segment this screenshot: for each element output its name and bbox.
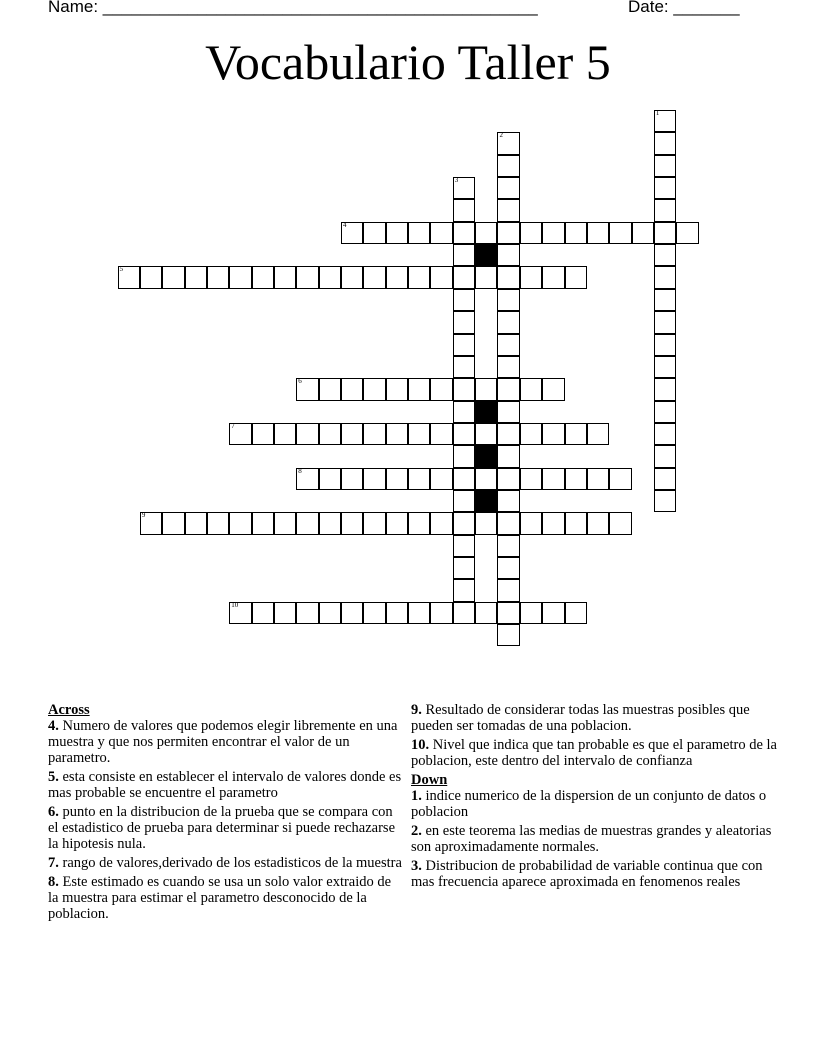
clue-number: 8. bbox=[48, 874, 59, 890]
clue-number: 1. bbox=[411, 788, 422, 804]
crossword-cell[interactable] bbox=[654, 222, 676, 244]
clue-number: 2. bbox=[411, 823, 422, 839]
crossword-cell[interactable] bbox=[363, 512, 385, 534]
black-cell bbox=[475, 445, 497, 467]
clue-text: Resultado de considerar todas las muestras posibles que pueden ser tomadas de una poblacion. bbox=[411, 702, 750, 734]
crossword-cell[interactable] bbox=[587, 512, 609, 534]
crossword-cell[interactable] bbox=[274, 602, 296, 624]
crossword-cell[interactable] bbox=[587, 222, 609, 244]
crossword-cell[interactable] bbox=[453, 244, 475, 266]
crossword-cell[interactable] bbox=[587, 468, 609, 490]
clues-right-column bbox=[411, 702, 781, 893]
crossword-cell[interactable] bbox=[654, 155, 676, 177]
clue-number: 7. bbox=[48, 855, 59, 871]
clue-across-6 bbox=[48, 804, 403, 852]
crossword-cell[interactable] bbox=[408, 222, 430, 244]
crossword-cell[interactable] bbox=[609, 222, 631, 244]
crossword-cell[interactable] bbox=[520, 266, 542, 288]
crossword-cell[interactable] bbox=[475, 468, 497, 490]
crossword-cell[interactable] bbox=[453, 356, 475, 378]
crossword-cell[interactable] bbox=[565, 266, 587, 288]
crossword-cell[interactable] bbox=[319, 266, 341, 288]
crossword-cell[interactable] bbox=[386, 468, 408, 490]
crossword-cell[interactable] bbox=[654, 132, 676, 154]
crossword-cell[interactable] bbox=[609, 512, 631, 534]
crossword-cell[interactable] bbox=[654, 423, 676, 445]
crossword-cell[interactable] bbox=[430, 266, 452, 288]
crossword-cell[interactable] bbox=[497, 132, 519, 154]
clue-across-8 bbox=[48, 874, 403, 922]
clue-across-10 bbox=[411, 737, 781, 769]
clue-across-5 bbox=[48, 769, 403, 801]
clue-text: Nivel que indica que tan probable es que el parametro de la poblacion, este dentro del intervalo de confianza bbox=[411, 737, 777, 769]
crossword-cell[interactable] bbox=[453, 579, 475, 601]
crossword-cell[interactable] bbox=[453, 490, 475, 512]
crossword-cell[interactable] bbox=[453, 445, 475, 467]
crossword-cell[interactable] bbox=[363, 602, 385, 624]
crossword-cell[interactable] bbox=[453, 401, 475, 423]
crossword-cell[interactable] bbox=[632, 222, 654, 244]
crossword-cell[interactable] bbox=[319, 423, 341, 445]
crossword-cell[interactable] bbox=[341, 266, 363, 288]
crossword-cell[interactable] bbox=[609, 468, 631, 490]
crossword-cell[interactable] bbox=[185, 512, 207, 534]
crossword-cell[interactable] bbox=[319, 602, 341, 624]
crossword-cell[interactable] bbox=[408, 266, 430, 288]
crossword-cell[interactable] bbox=[654, 445, 676, 467]
clues-left-column bbox=[48, 702, 403, 925]
crossword-cell[interactable] bbox=[140, 266, 162, 288]
crossword-cell[interactable] bbox=[296, 266, 318, 288]
cell-number: 6 bbox=[298, 377, 302, 386]
crossword-cell[interactable] bbox=[654, 356, 676, 378]
crossword-cell[interactable] bbox=[453, 557, 475, 579]
crossword-cell[interactable] bbox=[341, 222, 363, 244]
cell-number: 3 bbox=[454, 176, 459, 185]
clue-down-3 bbox=[411, 858, 781, 890]
crossword-cell[interactable] bbox=[497, 624, 519, 646]
crossword-cell[interactable] bbox=[229, 266, 251, 288]
crossword-cell[interactable] bbox=[453, 266, 475, 288]
crossword-cell[interactable] bbox=[319, 512, 341, 534]
cell-number: 4 bbox=[343, 220, 347, 229]
crossword-cell[interactable] bbox=[520, 222, 542, 244]
crossword-cell[interactable] bbox=[497, 423, 519, 445]
across-heading: Across bbox=[48, 702, 90, 718]
crossword-cell[interactable] bbox=[565, 602, 587, 624]
crossword-cell[interactable] bbox=[386, 266, 408, 288]
crossword-cell[interactable] bbox=[497, 177, 519, 199]
crossword-cell[interactable] bbox=[319, 378, 341, 400]
crossword-cell[interactable] bbox=[319, 468, 341, 490]
crossword-cell[interactable] bbox=[296, 468, 318, 490]
down-heading: Down bbox=[411, 772, 448, 788]
crossword-cell[interactable] bbox=[430, 468, 452, 490]
crossword-cell[interactable] bbox=[408, 468, 430, 490]
crossword-cell[interactable] bbox=[475, 512, 497, 534]
clue-text: rango de valores,derivado de los estadisticos de la muestra bbox=[62, 855, 402, 871]
crossword-cell[interactable] bbox=[497, 356, 519, 378]
crossword-cell[interactable] bbox=[542, 266, 564, 288]
crossword-cell[interactable] bbox=[497, 222, 519, 244]
crossword-cell[interactable] bbox=[363, 378, 385, 400]
crossword-cell[interactable] bbox=[162, 266, 184, 288]
clue-number: 6. bbox=[48, 804, 59, 820]
crossword-cell[interactable] bbox=[654, 244, 676, 266]
crossword-cell[interactable] bbox=[520, 378, 542, 400]
crossword-cell[interactable] bbox=[542, 423, 564, 445]
crossword-cell[interactable] bbox=[542, 512, 564, 534]
crossword-cell[interactable] bbox=[654, 311, 676, 333]
crossword-cell[interactable] bbox=[542, 468, 564, 490]
crossword-cell[interactable] bbox=[430, 378, 452, 400]
clue-across-9 bbox=[411, 702, 781, 734]
crossword-cell[interactable] bbox=[475, 222, 497, 244]
crossword-cell[interactable] bbox=[475, 602, 497, 624]
clue-down-2 bbox=[411, 823, 781, 855]
cell-number: 5 bbox=[119, 265, 123, 274]
crossword-cell[interactable] bbox=[453, 289, 475, 311]
crossword-cell[interactable] bbox=[453, 423, 475, 445]
crossword-cell[interactable] bbox=[497, 535, 519, 557]
clue-down-1 bbox=[411, 788, 781, 820]
clue-across-4 bbox=[48, 718, 403, 766]
crossword-cell[interactable] bbox=[296, 378, 318, 400]
crossword-cell[interactable] bbox=[363, 266, 385, 288]
cell-number: 2 bbox=[499, 131, 503, 140]
crossword-cell[interactable] bbox=[520, 512, 542, 534]
crossword-cell[interactable] bbox=[565, 423, 587, 445]
crossword-cell[interactable] bbox=[229, 423, 251, 445]
clue-text: Distribucion de probabilidad de variable continua que con mas frecuencia aparece aproximada en fenomenos reales bbox=[411, 858, 763, 890]
date-line: Date: _______ bbox=[628, 0, 740, 16]
crossword-cell[interactable] bbox=[542, 222, 564, 244]
crossword-cell[interactable] bbox=[654, 177, 676, 199]
crossword-cell[interactable] bbox=[185, 266, 207, 288]
crossword-cell[interactable] bbox=[654, 334, 676, 356]
crossword-cell[interactable] bbox=[453, 535, 475, 557]
crossword-cell[interactable] bbox=[341, 423, 363, 445]
crossword-cell[interactable] bbox=[676, 222, 698, 244]
crossword-cell[interactable] bbox=[296, 423, 318, 445]
crossword-cell[interactable] bbox=[453, 334, 475, 356]
crossword-cell[interactable] bbox=[654, 378, 676, 400]
crossword-cell[interactable] bbox=[520, 602, 542, 624]
clue-text: punto en la distribucion de la prueba que se compara con el estadistico de prueba para determinar si puede rechazarse la hipotesis nula. bbox=[48, 804, 396, 852]
crossword-cell[interactable] bbox=[497, 378, 519, 400]
crossword-cell[interactable] bbox=[497, 244, 519, 266]
crossword-cell[interactable] bbox=[386, 378, 408, 400]
crossword-cell[interactable] bbox=[453, 311, 475, 333]
crossword-cell[interactable] bbox=[207, 512, 229, 534]
crossword-cell[interactable] bbox=[453, 512, 475, 534]
crossword-cell[interactable] bbox=[542, 378, 564, 400]
crossword-cell[interactable] bbox=[475, 266, 497, 288]
crossword-cell[interactable] bbox=[654, 110, 676, 132]
crossword-cell[interactable] bbox=[274, 266, 296, 288]
crossword-cell[interactable] bbox=[654, 490, 676, 512]
crossword-cell[interactable] bbox=[207, 266, 229, 288]
crossword-cell[interactable] bbox=[386, 423, 408, 445]
crossword-cell[interactable] bbox=[475, 378, 497, 400]
crossword-cell[interactable] bbox=[497, 490, 519, 512]
crossword-cell[interactable] bbox=[386, 222, 408, 244]
crossword-cell[interactable] bbox=[118, 266, 140, 288]
clue-number: 5. bbox=[48, 769, 59, 785]
crossword-cell[interactable] bbox=[296, 602, 318, 624]
crossword-cell[interactable] bbox=[497, 445, 519, 467]
crossword-cell[interactable] bbox=[408, 512, 430, 534]
crossword-cell[interactable] bbox=[565, 512, 587, 534]
crossword-cell[interactable] bbox=[274, 512, 296, 534]
crossword-cell[interactable] bbox=[430, 602, 452, 624]
crossword-cell[interactable] bbox=[341, 512, 363, 534]
cell-number: 1 bbox=[655, 109, 660, 117]
crossword-cell[interactable] bbox=[453, 378, 475, 400]
crossword-cell[interactable] bbox=[408, 602, 430, 624]
cell-number: 10 bbox=[231, 600, 239, 609]
clue-number: 10. bbox=[411, 737, 430, 753]
crossword-cell[interactable] bbox=[252, 266, 274, 288]
crossword-cell[interactable] bbox=[654, 289, 676, 311]
black-cell bbox=[475, 401, 497, 423]
crossword-cell[interactable] bbox=[229, 512, 251, 534]
crossword-cell[interactable] bbox=[497, 289, 519, 311]
crossword-cell[interactable] bbox=[497, 311, 519, 333]
crossword-cell[interactable] bbox=[542, 602, 564, 624]
crossword-cell[interactable] bbox=[229, 602, 251, 624]
crossword-cell[interactable] bbox=[453, 199, 475, 221]
crossword-cell[interactable] bbox=[654, 266, 676, 288]
crossword-cell[interactable] bbox=[430, 222, 452, 244]
crossword-cell[interactable] bbox=[252, 512, 274, 534]
crossword-cell[interactable] bbox=[252, 602, 274, 624]
clue-across-7 bbox=[48, 855, 403, 871]
crossword-cell[interactable] bbox=[162, 512, 184, 534]
clue-text: Este estimado es cuando se usa un solo valor extraido de la muestra para estimar el parametro desconocido de la poblacion. bbox=[48, 874, 392, 922]
clue-text: indice numerico de la dispersion de un conjunto de datos o poblacion bbox=[411, 788, 767, 820]
cell-number: 8 bbox=[298, 466, 302, 475]
clue-text: esta consiste en establecer el intervalo de valores donde es mas probable se encuentre el parametro bbox=[48, 769, 402, 801]
crossword-cell[interactable] bbox=[587, 423, 609, 445]
crossword-cell[interactable] bbox=[497, 401, 519, 423]
crossword-cell[interactable] bbox=[252, 423, 274, 445]
page-title: Vocabulario Taller 5 bbox=[205, 34, 611, 90]
crossword-cell[interactable] bbox=[453, 468, 475, 490]
clue-number: 3. bbox=[411, 858, 422, 874]
crossword-cell[interactable] bbox=[430, 423, 452, 445]
crossword-cell[interactable] bbox=[453, 177, 475, 199]
crossword-cell[interactable] bbox=[654, 468, 676, 490]
crossword-cell[interactable] bbox=[497, 602, 519, 624]
name-line: Name: ______________________________________________ bbox=[48, 0, 538, 16]
crossword-cell[interactable] bbox=[341, 468, 363, 490]
crossword-cell[interactable] bbox=[497, 468, 519, 490]
crossword-cell[interactable] bbox=[363, 222, 385, 244]
crossword-cell[interactable] bbox=[497, 266, 519, 288]
clue-text: en este teorema las medias de muestras grandes y aleatorias son aproximadamente normales. bbox=[411, 823, 772, 855]
crossword-cell[interactable] bbox=[140, 512, 162, 534]
black-cell bbox=[475, 490, 497, 512]
crossword-cell[interactable] bbox=[565, 468, 587, 490]
crossword-cell[interactable] bbox=[520, 468, 542, 490]
clue-number: 9. bbox=[411, 702, 422, 718]
clue-text: Numero de valores que podemos elegir libremente en una muestra y que nos permiten encontrar el valor de un parametro. bbox=[48, 718, 398, 766]
crossword-cell[interactable] bbox=[408, 423, 430, 445]
crossword-cell[interactable] bbox=[363, 423, 385, 445]
crossword-cell[interactable] bbox=[565, 222, 587, 244]
crossword-cell[interactable] bbox=[453, 602, 475, 624]
crossword-cell[interactable] bbox=[497, 512, 519, 534]
crossword-cell[interactable] bbox=[654, 401, 676, 423]
crossword-cell[interactable] bbox=[520, 423, 542, 445]
crossword-cell[interactable] bbox=[453, 222, 475, 244]
crossword-cell[interactable] bbox=[408, 378, 430, 400]
crossword-cell[interactable] bbox=[386, 602, 408, 624]
crossword-cell[interactable] bbox=[475, 423, 497, 445]
clue-number: 4. bbox=[48, 718, 59, 734]
crossword-cell[interactable] bbox=[497, 579, 519, 601]
cell-number: 7 bbox=[231, 421, 235, 430]
crossword-cell[interactable] bbox=[497, 334, 519, 356]
crossword-cell[interactable] bbox=[497, 155, 519, 177]
crossword-cell[interactable] bbox=[654, 199, 676, 221]
crossword-cell[interactable] bbox=[430, 512, 452, 534]
crossword-cell[interactable] bbox=[386, 512, 408, 534]
crossword-cell[interactable] bbox=[296, 512, 318, 534]
crossword-cell[interactable] bbox=[363, 468, 385, 490]
crossword-cell[interactable] bbox=[497, 199, 519, 221]
crossword-cell[interactable] bbox=[341, 378, 363, 400]
crossword-cell[interactable] bbox=[274, 423, 296, 445]
crossword-cell[interactable] bbox=[341, 602, 363, 624]
crossword-cell[interactable] bbox=[497, 557, 519, 579]
cell-number: 9 bbox=[141, 511, 146, 520]
black-cell bbox=[475, 244, 497, 266]
